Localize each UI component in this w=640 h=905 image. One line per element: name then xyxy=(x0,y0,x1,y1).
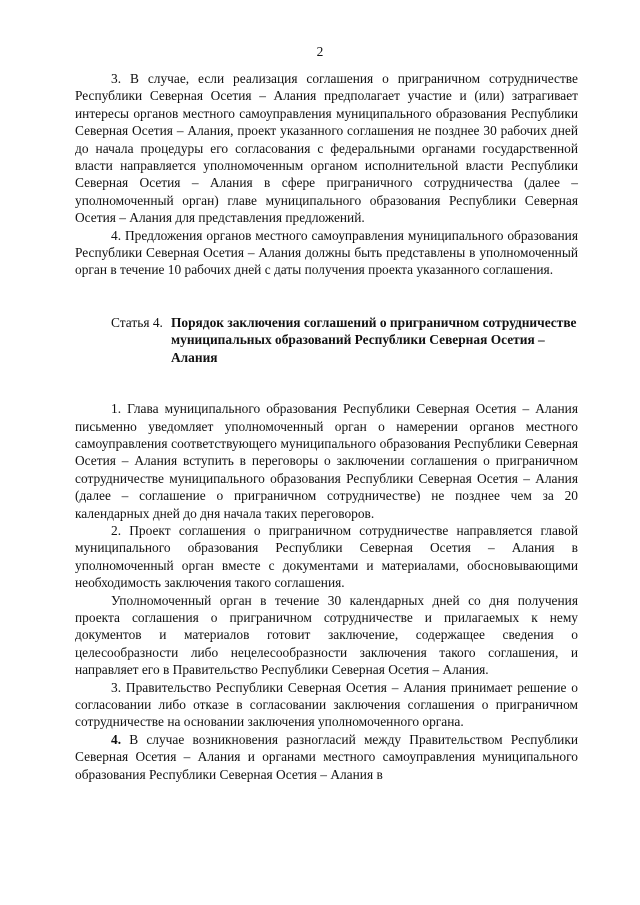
article-paragraph-2: 2. Проект соглашения о приграничном сотрудничестве направляется главой муниципального образования Республики Северная Осетия – Алания в уполномоченный орган вместе с документами и материалами, обосновывающими необходимость заключения такого соглашения. xyxy=(75,522,578,591)
article-number: Статья 4. xyxy=(111,314,163,330)
paragraph-4: 4. Предложения органов местного самоуправления муниципального образования Республики Северная Осетия – Алания должны быть представлены в уполномоченный орган в течение 10 рабочих дней с даты получения проекта указанного соглашения. xyxy=(75,227,578,278)
article-paragraph-2-continued: Уполномоченный орган в течение 30 календарных дней со дня получения проекта соглашения о приграничном сотрудничестве и прилагаемых к нему документов и материалов готовит заключение, содержащее сведения о целесообразности либо нецелесообразности заключения такого соглашения, и направляет его в Правительство Республики Северная Осетия – Алания. xyxy=(75,592,578,678)
article-paragraph-1: 1. Глава муниципального образования Республики Северная Осетия – Алания письменно уведомляет уполномоченный орган о намерении органов местного самоуправления соответствующего муниципального образования Республики Северная Осетия – Алания вступить в переговоры о заключении соглашения о приграничном сотрудничестве муниципального образования Республики Северная Осетия – Алания (далее – соглашение о приграничном сотрудничестве) не позднее чем за 20 календарных дней до дня начала таких переговоров. xyxy=(75,401,578,521)
article-paragraph-4 xyxy=(75,731,578,783)
paragraph-number: 4. xyxy=(111,731,122,747)
paragraph-text: В случае возникновения разногласий между Правительством Республики Северная Осетия – Алания и органами местного самоуправления муниципального образования Республики Северная Осетия – Алания в xyxy=(75,731,578,782)
document-body xyxy=(75,70,578,783)
spacer xyxy=(75,366,578,400)
article-paragraph-3: 3. Правительство Республики Северная Осетия – Алания принимает решение о согласовании либо отказе в согласовании заключения соглашения о приграничном сотрудничестве на основании заключения уполномоченного органа. xyxy=(75,679,578,730)
page-number: 2 xyxy=(316,44,324,59)
article-title: Порядок заключения соглашений о приграничном сотрудничестве муниципальных образований Республики Северная Осетия – Алания xyxy=(171,314,577,365)
paragraph-3: 3. В случае, если реализация соглашения о приграничном сотрудничестве Республики Северная Осетия – Алания предполагает участие и (или) затрагивает интересы органов местного самоуправления муниципального образования Республики Северная Осетия – Алания, проект указанного соглашения не позднее 30 рабочих дней до начала процедуры его согласования с федеральными органами государственной власти направляется уполномоченным органом исполнительной власти Республики Северная Осетия – Алания в сфере приграничного сотрудничества (далее – уполномоченный орган) главе муниципального образования Республики Северная Осетия – Алания для представления предложений. xyxy=(75,71,578,226)
spacer xyxy=(75,279,578,314)
article-heading xyxy=(75,314,578,366)
